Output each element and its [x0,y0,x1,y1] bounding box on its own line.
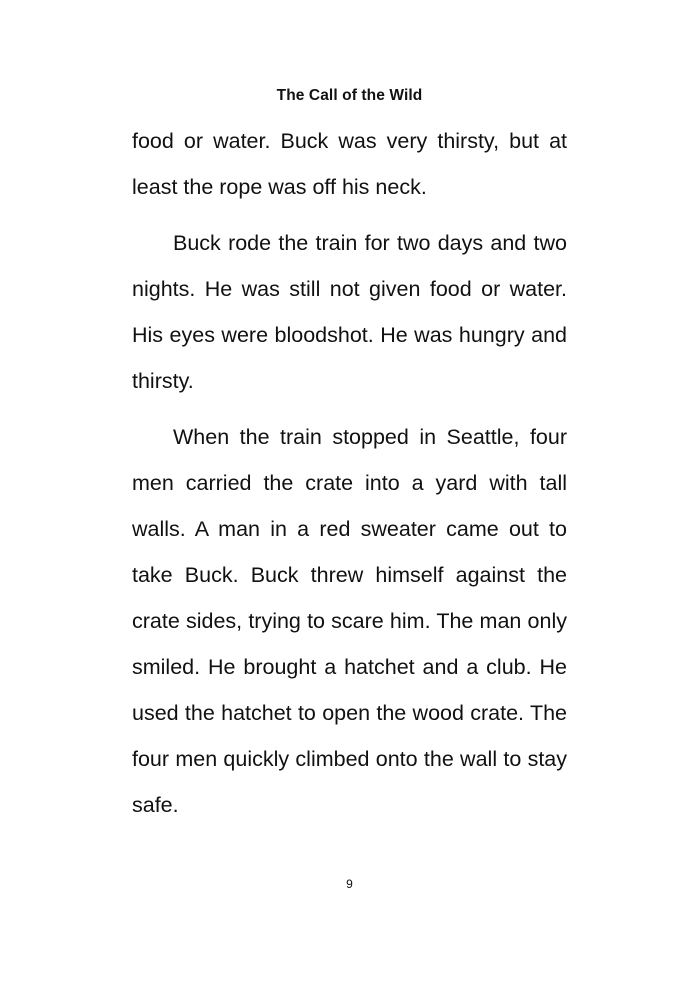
paragraph-continued: food or water. Buck was very thirsty, but at least the rope was off his neck. [132,129,567,199]
paragraph: When the train stopped in Seattle, four men carried the crate into a yard with tall walls. A man in a red sweater came out to take Buck. Buck threw himself against the crate sides, trying to scare him. The man only smiled. He brought a hatchet and a club. He used the hatchet to open the wood crate. The four men quickly climbed onto the wall to stay safe. [132,425,567,817]
body-text [132,118,567,828]
page-number: 9 [346,877,353,891]
paragraph: Buck rode the train for two days and two nights. He was still not given food or water. His eyes were bloodshot. He was hungry and thirsty. [132,231,567,393]
running-header-title: The Call of the Wild [276,87,423,104]
